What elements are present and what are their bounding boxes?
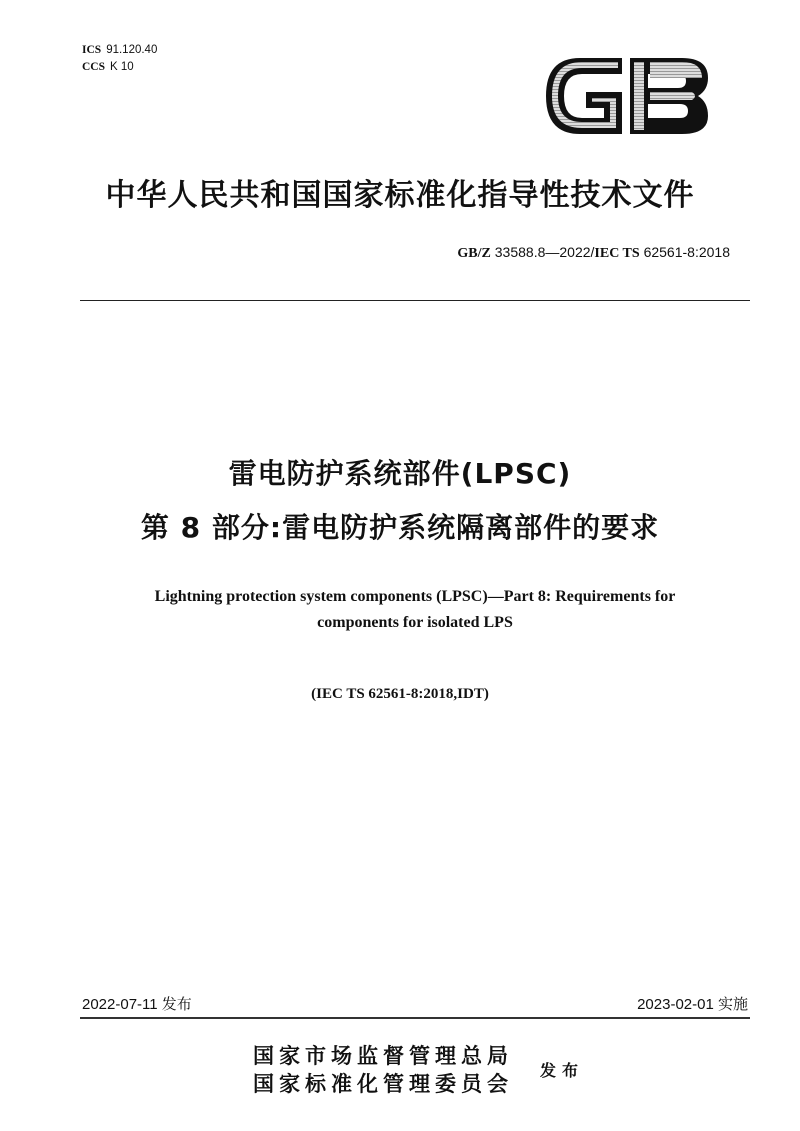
implementation-date: 2023-02-01 实施	[637, 996, 748, 1013]
gb-logo-icon	[542, 52, 712, 140]
ccs-code: CCS K 10	[82, 61, 134, 73]
chinese-title-line2: 第 8 部分:雷电防护系统隔离部件的要求	[140, 511, 660, 544]
ics-code: ICS 91.120.40	[82, 44, 158, 56]
publish-date: 2022-07-11 发布	[82, 996, 192, 1013]
issuing-authorities	[253, 1042, 513, 1098]
issuer-samr: 国家市场监督管理总局	[253, 1044, 513, 1068]
english-title-line2: components for isolated LPS	[317, 614, 513, 631]
english-title	[90, 584, 740, 636]
document-category-title: 中华人民共和国国家标准化指导性技术文件	[105, 178, 695, 213]
issuer-sac: 国家标准化管理委员会	[253, 1072, 513, 1096]
issue-label: 发布	[540, 1061, 585, 1080]
footer-divider	[80, 1017, 750, 1019]
adoption-reference: (IEC TS 62561-8:2018,IDT)	[311, 686, 489, 702]
standard-number: GB/Z 33588.8—2022/IEC TS 62561-8:2018	[457, 244, 730, 261]
header-divider	[80, 300, 750, 301]
chinese-title-line1: 雷电防护系统部件(LPSC)	[228, 457, 572, 490]
classification-codes	[82, 42, 157, 76]
english-title-line1: Lightning protection system components (LPSC)—Part 8: Requirements for	[154, 588, 676, 605]
